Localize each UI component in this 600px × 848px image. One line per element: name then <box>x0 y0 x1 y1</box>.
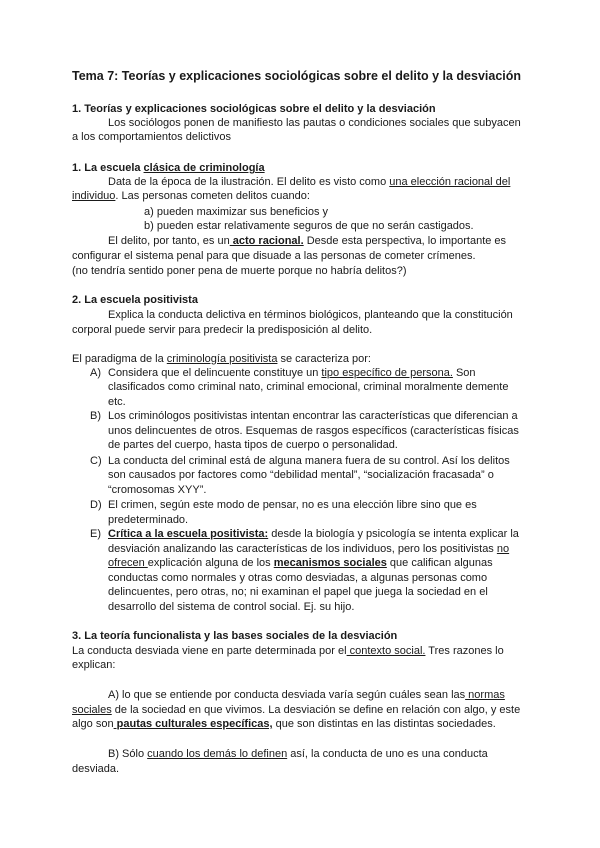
list-item-line: clasificados como criminal nato, criminal emocional, criminal moralmente demente <box>108 381 509 393</box>
list-item-line: Los criminólogos positivistas intentan encontrar las características que diferencian a <box>108 410 518 422</box>
paragraph-line: (no tendría sentido poner pena de muerte porque no habría delitos?) <box>72 265 407 277</box>
paragraph-line: corporal puede servir para predecir la predisposición al delito. <box>72 324 373 336</box>
list-item-line: de partes del cuerpo, hasta tipos de cuerpo o personalidad. <box>108 439 398 451</box>
paragraph-line: algo son pautas culturales específicas, que son distintas en las distintas sociedades. <box>72 718 496 730</box>
list-marker-d: D) <box>90 499 102 511</box>
list-item-a: a) pueden maximizar sus beneficios y <box>144 206 329 218</box>
list-item-line: Considera que el delincuente constituye un tipo específico de persona. Son <box>108 367 476 379</box>
list-item-line: “cromosomas XYY”. <box>108 484 207 496</box>
section-positivist-heading: 2. La escuela positivista <box>72 294 198 306</box>
list-item-line: etc. <box>108 396 126 408</box>
paragraph-line: explican: <box>72 659 116 671</box>
section-classical-heading: 1. La escuela clásica de criminología <box>72 162 265 174</box>
paragraph-line: El delito, por tanto, es un acto racional. Desde esta perspectiva, lo importante es <box>108 235 507 247</box>
paragraph-line: El paradigma de la criminología positivista se caracteriza por: <box>72 353 371 365</box>
list-item-line: desviación analizando las características de los individuos, pero los positivistas no <box>108 543 510 555</box>
list-item-line: unos delincuentes de otros. Esquemas de rasgos específicos (características físicas <box>108 425 519 437</box>
paragraph-line: sociales de la sociedad en que vivimos. La desviación se define en relación con algo, y este <box>72 704 521 716</box>
list-item-line: ofrecen explicación alguna de los mecanismos sociales que califican algunas <box>108 557 493 569</box>
list-item-line: conductas como normales y otras como desviadas, a algunas personas como <box>108 572 488 584</box>
list-marker-a: A) <box>90 367 101 379</box>
list-item-line: Crítica a la escuela positivista: desde la biología y psicología se intenta explicar la <box>108 528 519 540</box>
section-1-heading: 1. Teorías y explicaciones sociológicas sobre el delito y la desviación <box>72 103 436 115</box>
list-item-line: desarrollo del sistema de control social. Ej. su hijo. <box>108 601 355 613</box>
list-item-line: La conducta del criminal está de alguna manera fuera de su control. Así los delitos <box>108 455 510 467</box>
section-functionalist-heading: 3. La teoría funcionalista y las bases sociales de la desviación <box>72 630 398 642</box>
paragraph-line: B) Sólo cuando los demás lo definen así, la conducta de uno es una conducta <box>108 748 488 760</box>
paragraph-line: A) lo que se entiende por conducta desviada varía según cuáles sean las normas <box>108 689 505 701</box>
list-item-b: b) pueden estar relativamente seguros de que no serán castigados. <box>144 220 474 232</box>
page-title: Tema 7: Teorías y explicaciones sociológicas sobre el delito y la desviación <box>72 69 522 83</box>
paragraph-line: Data de la época de la ilustración. El delito es visto como una elección racional del <box>108 176 511 188</box>
paragraph-line: La conducta desviada viene en parte determinada por el contexto social. Tres razones lo <box>72 645 504 657</box>
list-item-line: El crimen, según este modo de pensar, no es una elección libre sino que es <box>108 499 477 511</box>
paragraph-line: Explica la conducta delictiva en términos biológicos, planteando que la constitución <box>108 309 513 321</box>
list-marker-e: E) <box>90 528 101 540</box>
paragraph-line: Los sociólogos ponen de manifiesto las pautas o condiciones sociales que subyacen <box>108 117 521 129</box>
list-item-line: delincuentes, pero otras, no; ni examinan el papel que juega la sociedad en el <box>108 586 488 598</box>
list-marker-b: B) <box>90 410 101 422</box>
paragraph-line: individuo. Las personas cometen delitos cuando: <box>72 190 310 202</box>
paragraph-line: configurar el sistema penal para que disuade a las personas de cometer crímenes. <box>72 250 476 262</box>
list-marker-c: C) <box>90 455 102 467</box>
list-item-line: son causados por factores como “debilidad mental”, “socialización fracasada” o <box>108 469 494 481</box>
list-item-line: predeterminado. <box>108 514 189 526</box>
paragraph-line: desviada. <box>72 763 120 775</box>
paragraph-line: a los comportamientos delictivos <box>72 131 231 143</box>
